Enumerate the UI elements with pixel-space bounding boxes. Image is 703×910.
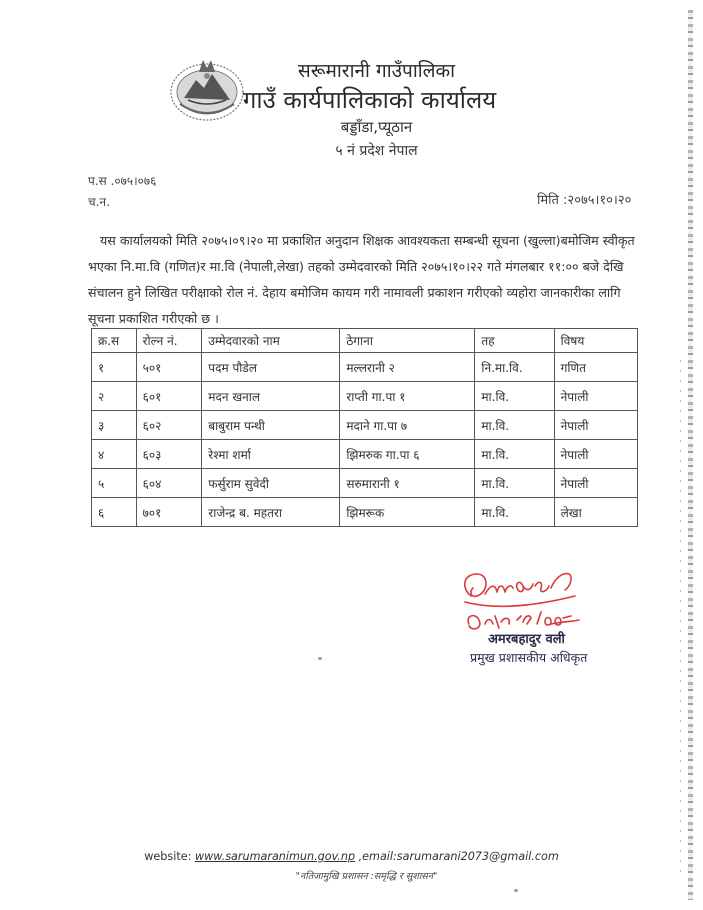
officer-title: प्रमुख प्रशासकीय अधिकृत	[470, 650, 588, 665]
cell-level: मा.वि.	[475, 382, 554, 411]
cell-subject: नेपाली	[554, 382, 637, 411]
table-row	[92, 440, 638, 469]
cell-roll: ६०३	[136, 440, 202, 469]
website-label: website:	[144, 850, 192, 863]
cell-address: मल्लरानी २	[340, 353, 475, 382]
cell-subject: लेखा	[554, 498, 637, 527]
cell-level: मा.वि.	[475, 498, 554, 527]
cell-name: रेश्मा शर्मा	[202, 440, 340, 469]
col-header-subject: विषय	[554, 329, 637, 353]
website-link[interactable]: www.sarumaranimun.gov.np	[194, 850, 356, 863]
cell-name: राजेन्द्र ब. महतरा	[202, 498, 340, 527]
cell-subject: नेपाली	[554, 469, 637, 498]
cell-roll: ६०२	[136, 411, 202, 440]
footer-contact	[0, 850, 703, 863]
notice-paragraph: यस कार्यालयको मिति २०७५।०९।२० मा प्रकाशित अनुदान शिक्षक आवश्यकता सम्बन्धी सूचना (खुल्ला)बमोजिम स्वीकृत भएका नि.मा.वि (गणित)र मा.वि (नेपाली,लेखा) तहको उम्मेदवारको मिति २०७५।१०।२२ गते मंगलबार ११:०० बजे देखि संचालन हुने लिखित परीक्षाको रोल नं. देहाय बमोजिम कायम गरी नामावली प्रकाशन गरीएको व्यहोरा जानकारीका लागि सूचना प्रकाशित गरीएको छ ।	[88, 233, 635, 326]
officer-name: अमरबहादुर वली	[488, 632, 565, 647]
cell-sn: २	[92, 382, 137, 411]
scan-speck	[318, 657, 322, 660]
cell-level: मा.वि.	[475, 469, 554, 498]
cell-sn: ५	[92, 469, 137, 498]
cell-roll: ६०४	[136, 469, 202, 498]
cell-name: फर्सुराम सुवेदी	[202, 469, 340, 498]
cell-address: झिमरुक गा.पा ६	[340, 440, 475, 469]
scan-speck	[514, 889, 518, 892]
signature-ink	[465, 574, 579, 629]
office-motto: "नतिजामुखि प्रशासन :समृद्धि र सुशासन"	[295, 871, 438, 882]
cell-roll: ६०१	[136, 382, 202, 411]
cell-address: राप्ती गा.पा १	[340, 382, 475, 411]
cell-address: झिमरूक	[340, 498, 475, 527]
cell-roll: ७०१	[136, 498, 202, 527]
dispatch-number: च.न.	[88, 195, 110, 209]
table-header-row	[92, 329, 638, 353]
table-row	[92, 353, 638, 382]
cell-subject: नेपाली	[554, 411, 637, 440]
cell-address: सरुमारानी १	[340, 469, 475, 498]
table-row	[92, 382, 638, 411]
col-header-address: ठेगाना	[340, 329, 475, 353]
col-header-name: उम्मेदवारको नाम	[202, 329, 340, 353]
cell-address: मदाने गा.पा ७	[340, 411, 475, 440]
cell-name: बाबुराम पन्थी	[202, 411, 340, 440]
cell-sn: ६	[92, 498, 137, 527]
cell-subject: गणित	[554, 353, 637, 382]
table-row	[92, 411, 638, 440]
col-header-sn: क्र.स	[92, 329, 137, 353]
scan-edge-faint	[680, 360, 681, 880]
col-header-roll: रोल्न नं.	[136, 329, 202, 353]
cell-sn: ४	[92, 440, 137, 469]
cell-sn: ३	[92, 411, 137, 440]
table-row	[92, 498, 638, 527]
email-text: ,email:sarumarani2073@gmail.com	[358, 850, 559, 863]
cell-roll: ५०१	[136, 353, 202, 382]
cell-sn: १	[92, 353, 137, 382]
cell-level: मा.वि.	[475, 440, 554, 469]
reference-number: प.स .०७५।०७६	[88, 174, 157, 188]
candidate-table	[91, 328, 638, 527]
issue-date: मिति :२०७५।१०।२०	[537, 193, 632, 208]
province-line: ५ नं प्रदेश नेपाल	[335, 143, 418, 159]
table-row	[92, 469, 638, 498]
office-address: बड्डाँडा,प्यूठान	[340, 118, 413, 136]
cell-name: पदम पौडेल	[202, 353, 340, 382]
col-header-level: तह	[475, 329, 554, 353]
cell-subject: नेपाली	[554, 440, 637, 469]
cell-level: नि.मा.वि.	[475, 353, 554, 382]
office-name: सरूमारानी गाउँपालिका	[297, 60, 456, 82]
cell-name: मदन खनाल	[202, 382, 340, 411]
office-title: गाउँ कार्यपालिकाको कार्यालय	[242, 86, 497, 114]
cell-level: मा.वि.	[475, 411, 554, 440]
